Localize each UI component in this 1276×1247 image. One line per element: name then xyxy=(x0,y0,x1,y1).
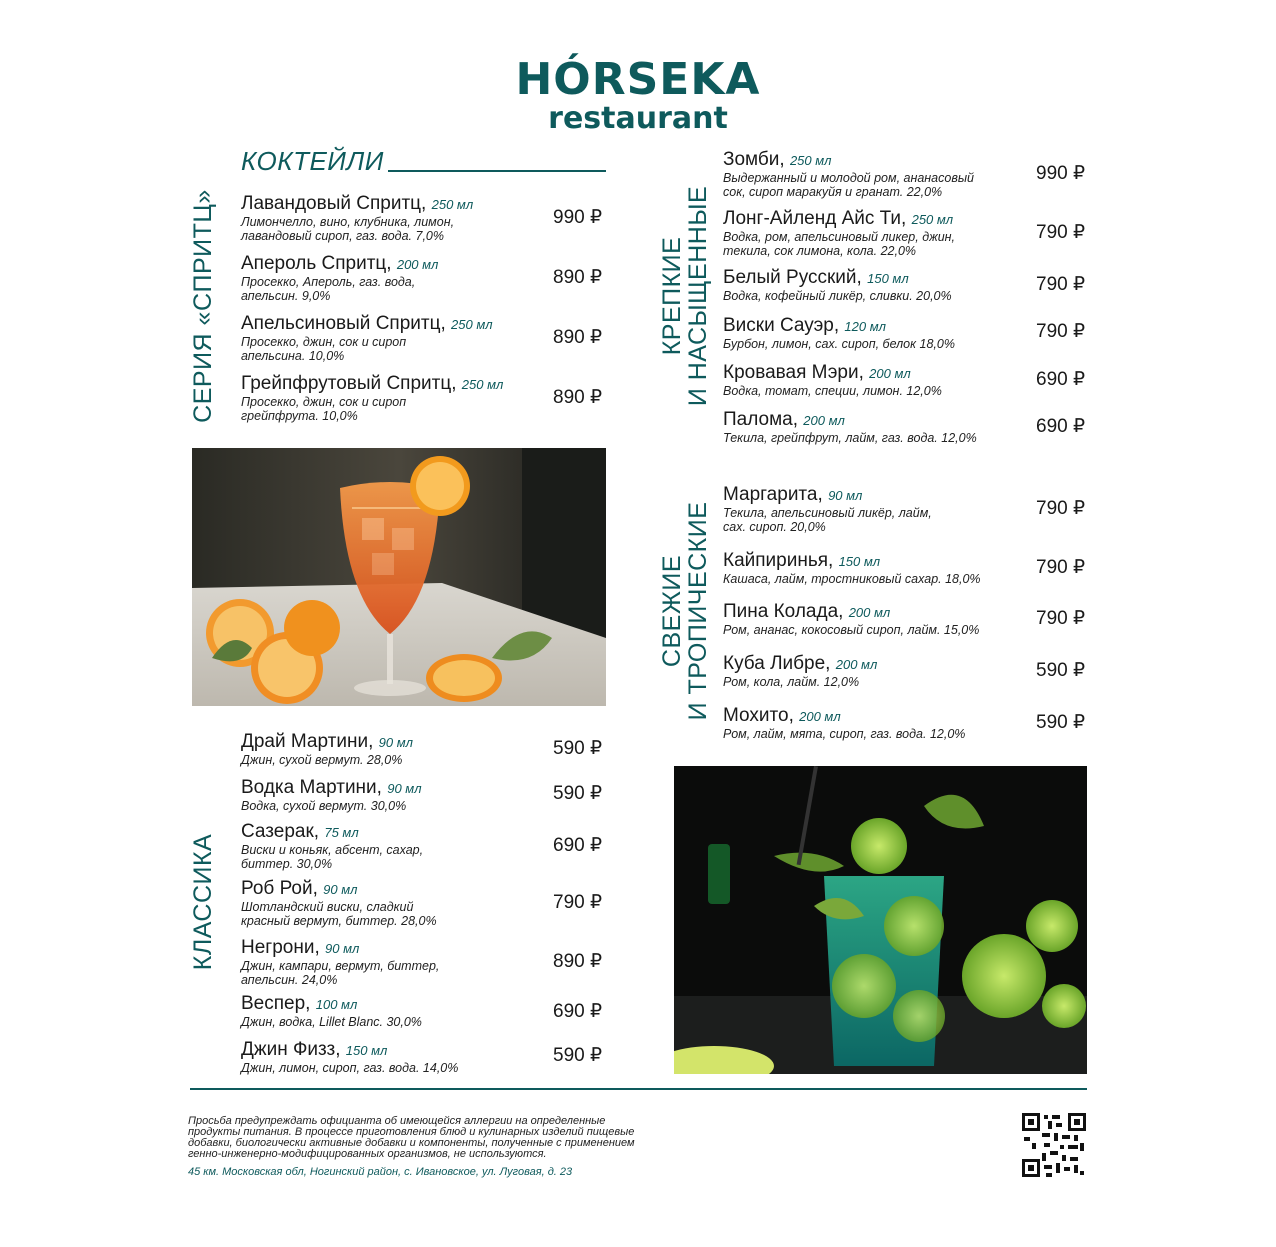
item-volume: 90 мл xyxy=(378,735,413,750)
spritz-photo xyxy=(192,448,606,706)
item-volume: 90 мл xyxy=(387,781,422,796)
item-description: Просекко, джин, сок и сироп xyxy=(241,395,407,409)
group-label-spritz xyxy=(190,189,216,423)
item-volume: 90 мл xyxy=(323,882,358,897)
item-volume: 150 мл xyxy=(345,1043,388,1058)
item-volume: 250 мл xyxy=(451,317,493,332)
item-volume: 150 мл xyxy=(838,554,881,569)
section-title: КОКТЕЙЛИ xyxy=(241,146,384,176)
item-description: Текила, апельсиновый ликёр, лайм, xyxy=(723,506,932,520)
menu-item xyxy=(723,602,979,637)
item-name: Апельсиновый Спритц, xyxy=(241,313,446,334)
item-price: 590 ₽ xyxy=(553,1045,603,1066)
item-description-2: лавандовый сироп, газ. вода. 7,0% xyxy=(241,229,444,243)
disclaimer-line-1: Просьба предупреждать официанта об имеющейся аллергии на определенные xyxy=(188,1115,606,1127)
menu-item xyxy=(241,994,422,1029)
item-description: Виски и коньяк, абсент, сахар, xyxy=(241,843,424,857)
menu-item xyxy=(723,150,974,199)
item-price: 890 ₽ xyxy=(553,951,603,972)
item-price: 590 ₽ xyxy=(1036,660,1086,681)
item-volume: 250 мл xyxy=(911,212,954,227)
disclaimer-line-4: генно-инженерно-модифицированных организмов, не используются. xyxy=(188,1148,547,1160)
item-volume: 90 мл xyxy=(325,941,360,956)
item-description-2: сах. сироп. 20,0% xyxy=(723,520,826,534)
item-description-2: красный вермут, биттер. 28,0% xyxy=(241,914,437,928)
group-label-fresh-line2: И ТРОПИЧЕСКИЕ xyxy=(684,501,712,721)
item-volume: 150 мл xyxy=(867,271,909,286)
qr-code-icon[interactable] xyxy=(1022,1113,1086,1177)
item-description: Водка, кофейный ликёр, сливки. 20,0% xyxy=(723,289,952,303)
menu-item xyxy=(723,410,977,445)
item-description: Джин, кампари, вермут, биттер, xyxy=(241,959,440,973)
item-price: 790 ₽ xyxy=(1036,321,1086,342)
item-volume: 200 мл xyxy=(848,605,891,620)
menu-item xyxy=(241,194,473,243)
item-price: 790 ₽ xyxy=(1036,222,1086,243)
menu-item xyxy=(241,254,438,303)
item-description: Джин, водка, Lillet Blanc. 30,0% xyxy=(241,1015,422,1029)
item-price: 590 ₽ xyxy=(1036,712,1086,733)
footer-divider xyxy=(190,1088,1087,1090)
item-volume: 200 мл xyxy=(835,657,878,672)
item-volume: 200 мл xyxy=(799,709,841,724)
item-description: Шотландский виски, сладкий xyxy=(241,900,414,914)
item-price: 990 ₽ xyxy=(553,207,603,228)
spritz-drink-illustration xyxy=(192,448,606,706)
item-price: 790 ₽ xyxy=(553,892,603,913)
item-volume: 90 мл xyxy=(828,488,863,503)
disclaimer-line-2: продукты питания. В процессе приготовления блюд и кулинарных изделий пищевые xyxy=(188,1126,635,1138)
item-name: Лонг-Айленд Айс Ти, xyxy=(723,208,907,229)
item-description-2: апельсина. 10,0% xyxy=(241,349,345,363)
group-label-fresh-line1: СВЕЖИЕ xyxy=(658,554,686,668)
group-label-fresh xyxy=(659,502,711,721)
item-name: Лавандовый Спритц, xyxy=(241,193,427,214)
item-volume: 120 мл xyxy=(844,319,886,334)
item-price: 690 ₽ xyxy=(1036,369,1086,390)
item-description: Ром, лайм, мята, сироп, газ. вода. 12,0% xyxy=(723,727,966,741)
item-description: Просекко, джин, сок и сироп xyxy=(241,335,407,349)
item-price: 790 ₽ xyxy=(1036,557,1086,578)
item-description-2: текила, сок лимона, кола. 22,0% xyxy=(723,244,917,258)
brand-header xyxy=(0,56,1276,136)
brand-subtitle: restaurant xyxy=(548,101,728,136)
item-description: Просекко, Апероль, газ. вода, xyxy=(241,275,416,289)
item-volume: 250 мл xyxy=(789,153,832,168)
item-description: Выдержанный и молодой ром, ананасовый xyxy=(723,171,975,185)
item-price: 690 ₽ xyxy=(1036,416,1086,437)
item-name: Джин Физз, xyxy=(241,1039,341,1060)
item-volume: 200 мл xyxy=(396,257,439,272)
item-price: 690 ₽ xyxy=(553,1001,603,1022)
item-description: Ром, кола, лайм. 12,0% xyxy=(723,675,860,689)
allergy-disclaimer xyxy=(188,1116,688,1160)
item-name: Палома, xyxy=(723,409,798,430)
item-description: Водка, сухой вермут. 30,0% xyxy=(241,799,407,813)
menu-item xyxy=(723,316,955,351)
item-name: Маргарита, xyxy=(723,484,823,505)
item-description: Водка, ром, апельсиновый ликер, джин, xyxy=(723,230,956,244)
item-name: Водка Мартини, xyxy=(241,777,382,798)
menu-item xyxy=(241,314,493,363)
item-description-2: апельсин. 9,0% xyxy=(241,289,331,303)
item-name: Виски Сауэр, xyxy=(723,315,840,336)
item-name: Кайпиринья, xyxy=(723,550,834,571)
item-volume: 200 мл xyxy=(869,366,911,381)
item-description: Ром, ананас, кокосовый сироп, лайм. 15,0% xyxy=(723,623,980,637)
menu-item xyxy=(241,879,437,928)
item-description: Водка, томат, специи, лимон. 12,0% xyxy=(723,384,942,398)
menu-item xyxy=(241,1040,458,1075)
item-price: 790 ₽ xyxy=(1036,608,1086,629)
item-name: Драй Мартини, xyxy=(241,731,374,752)
item-price: 990 ₽ xyxy=(1036,163,1086,184)
item-description: Джин, лимон, сироп, газ. вода. 14,0% xyxy=(241,1061,459,1075)
item-price: 690 ₽ xyxy=(553,835,603,856)
menu-item xyxy=(723,654,877,689)
group-label-classic xyxy=(190,834,216,970)
menu-item xyxy=(723,485,932,534)
item-volume: 250 мл xyxy=(431,197,474,212)
item-description: Лимончелло, вино, клубника, лимон, xyxy=(241,215,455,229)
item-description-2: апельсин. 24,0% xyxy=(241,973,338,987)
item-description: Кашаса, лайм, тростниковый сахар. 18,0% xyxy=(723,572,981,586)
mojito-drink-illustration xyxy=(674,766,1087,1074)
item-price: 790 ₽ xyxy=(1036,274,1086,295)
group-label-classic-text: КЛАССИКА xyxy=(189,833,217,971)
item-price: 890 ₽ xyxy=(553,387,603,408)
item-volume: 250 мл xyxy=(461,377,504,392)
section-divider xyxy=(388,170,606,172)
menu-item xyxy=(241,938,439,987)
item-name: Сазерак, xyxy=(241,821,320,842)
group-label-strong xyxy=(659,186,711,406)
group-label-spritz-text: СЕРИЯ «СПРИТЦ» xyxy=(189,189,217,423)
item-description-2: грейпфрута. 10,0% xyxy=(241,409,358,423)
item-name: Негрони, xyxy=(241,937,320,958)
item-description: Джин, сухой вермут. 28,0% xyxy=(241,753,403,767)
menu-item xyxy=(723,209,955,258)
item-name: Апероль Спритц, xyxy=(241,253,392,274)
item-name: Кровавая Мэри, xyxy=(723,362,864,383)
item-name: Роб Рой, xyxy=(241,878,318,899)
menu-item xyxy=(723,551,981,586)
item-name: Пина Колада, xyxy=(723,601,844,622)
item-name: Мохито, xyxy=(723,705,794,726)
mojito-photo xyxy=(674,766,1087,1074)
item-price: 890 ₽ xyxy=(553,267,603,288)
item-volume: 100 мл xyxy=(315,997,358,1012)
disclaimer-line-3: добавки, биологически активные добавки и компоненты, полученные с применением xyxy=(188,1137,635,1149)
group-label-strong-line2: И НАСЫЩЕННЫЕ xyxy=(684,185,712,407)
item-price: 590 ₽ xyxy=(553,738,603,759)
item-name: Зомби, xyxy=(723,149,785,170)
item-description-2: биттер. 30,0% xyxy=(241,857,333,871)
item-name: Грейпфрутовый Спритц, xyxy=(241,373,457,394)
group-label-strong-line1: КРЕПКИЕ xyxy=(658,236,686,356)
menu-item xyxy=(723,268,952,303)
item-price: 590 ₽ xyxy=(553,783,603,804)
brand-name: HÓRSEKA xyxy=(515,54,761,105)
menu-item xyxy=(241,822,423,871)
menu-item xyxy=(241,778,422,813)
menu-item xyxy=(241,374,503,423)
item-volume: 75 мл xyxy=(324,825,359,840)
item-price: 790 ₽ xyxy=(1036,498,1086,519)
item-name: Куба Либре, xyxy=(723,653,831,674)
menu-item xyxy=(723,706,965,741)
item-name: Белый Русский, xyxy=(723,267,862,288)
item-volume: 200 мл xyxy=(803,413,845,428)
item-name: Веспер, xyxy=(241,993,311,1014)
item-description: Бурбон, лимон, сах. сироп, белок 18,0% xyxy=(723,337,955,351)
item-price: 890 ₽ xyxy=(553,327,603,348)
restaurant-address: 45 км. Московская обл, Ногинский район, с. Ивановское, ул. Луговая, д. 23 xyxy=(188,1166,573,1178)
menu-item xyxy=(241,732,413,767)
item-description: Текила, грейпфрут, лайм, газ. вода. 12,0% xyxy=(723,431,977,445)
item-description-2: сок, сироп маракуйя и гранат. 22,0% xyxy=(723,185,943,199)
menu-item xyxy=(723,363,942,398)
